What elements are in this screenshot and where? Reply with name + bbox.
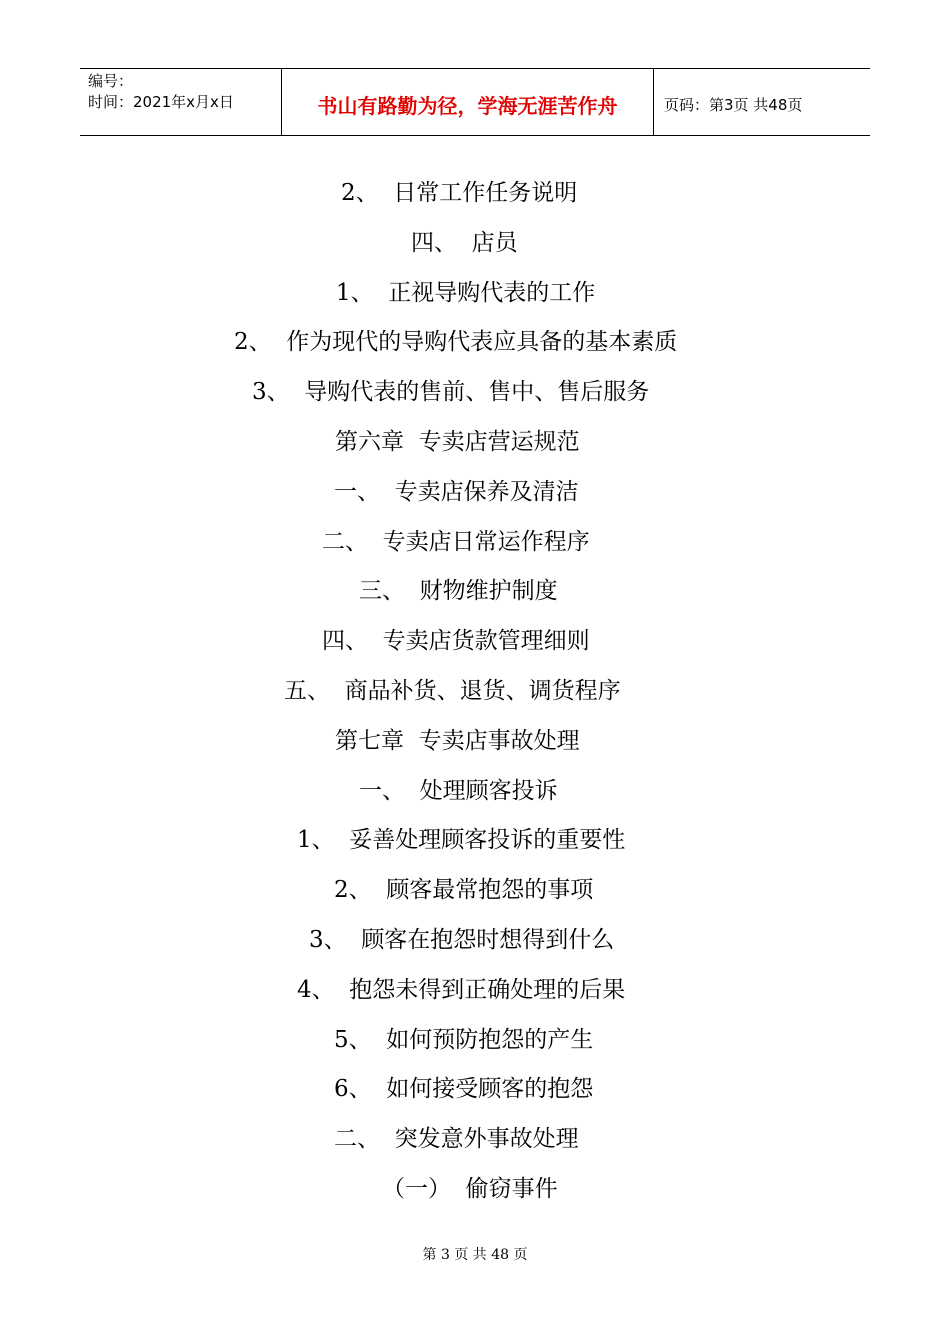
- header-info-cell: [80, 69, 282, 135]
- page-header: [80, 68, 870, 136]
- toc-line: 1、 正视导购代表的工作: [336, 279, 596, 306]
- toc-line: 五、 商品补货、退货、调货程序: [284, 677, 621, 704]
- document-time-label: 时间：2021年x月x日: [88, 93, 234, 111]
- toc-line: 三、 财物维护制度: [359, 578, 558, 605]
- toc-line: 2、 日常工作任务说明: [341, 180, 578, 206]
- toc-line: 3、 顾客在抱怨时想得到什么: [309, 926, 615, 953]
- toc-line: 四、 专卖店货款管理细则: [322, 628, 590, 655]
- table-of-contents: [0, 169, 950, 1215]
- page-footer: 第 3 页 共 48 页: [422, 1247, 528, 1263]
- toc-line: 二、 专卖店日常运作程序: [322, 528, 590, 555]
- toc-line: （一） 偷窃事件: [382, 1175, 558, 1202]
- toc-line: 5、 如何预防抱怨的产生: [334, 1026, 594, 1053]
- toc-line: 二、 突发意外事故处理: [334, 1126, 579, 1153]
- header-motto: 书山有路勤为径，学海无涯苦作舟: [282, 69, 654, 135]
- toc-line: 一、 专卖店保养及清洁: [334, 478, 579, 505]
- toc-line: 第六章 专卖店营运规范: [335, 428, 580, 455]
- toc-line: 一、 处理顾客投诉: [359, 777, 558, 804]
- toc-line: 2、 顾客最常抱怨的事项: [334, 877, 594, 904]
- header-page-info: 页码：第3页 共48页: [664, 95, 803, 114]
- toc-line: 四、 店员: [411, 229, 518, 256]
- toc-line: 第七章 专卖店事故处理: [335, 727, 580, 754]
- toc-line: 2、 作为现代的导购代表应具备的基本素质: [234, 329, 678, 356]
- document-number-label: 编号：: [88, 72, 134, 90]
- toc-line: 4、 抱怨未得到正确处理的后果: [297, 976, 626, 1003]
- toc-line: 6、 如何接受顾客的抱怨: [334, 1076, 594, 1103]
- toc-line: 1、 妥善处理顾客投诉的重要性: [297, 827, 626, 854]
- toc-line: 3、 导购代表的售前、售中、售后服务: [252, 379, 650, 406]
